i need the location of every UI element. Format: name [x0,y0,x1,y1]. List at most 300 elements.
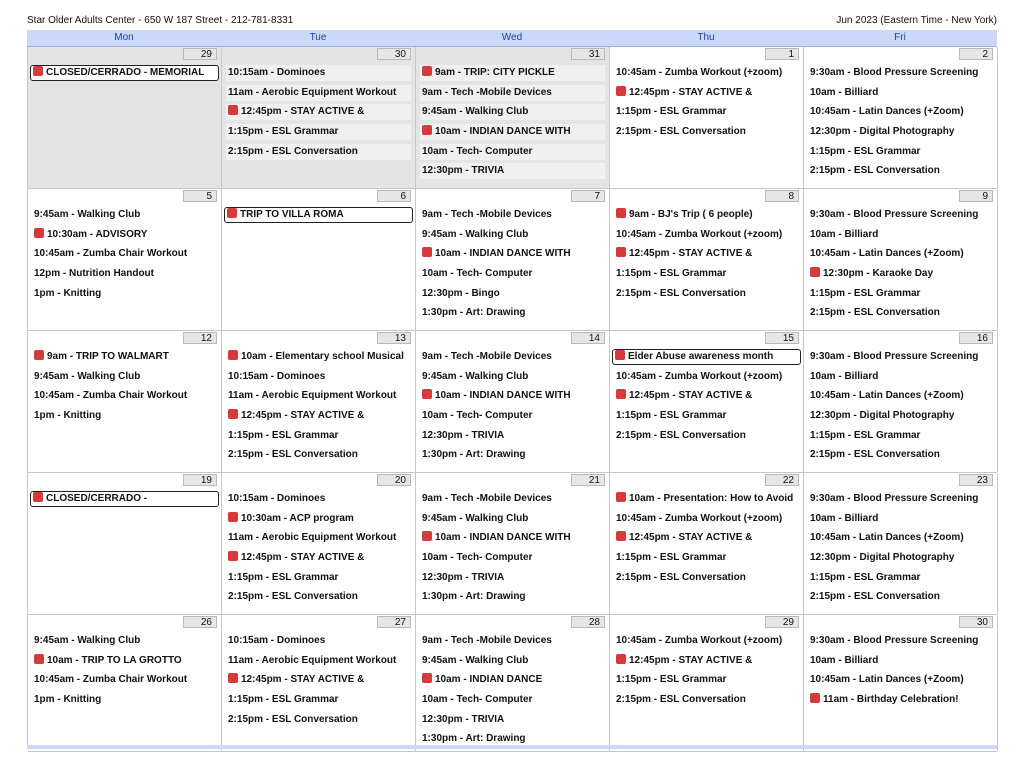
event-marker-icon [616,247,626,257]
calendar-event[interactable] [616,388,801,404]
calendar-event[interactable] [228,570,413,586]
calendar-event[interactable] [810,447,995,463]
event-label: 10am - Billiard [810,228,879,240]
event-label: 1:30pm - Art: Drawing [422,591,526,603]
event-marker-icon [422,125,432,135]
calendar-event[interactable] [616,428,801,444]
weeks-container [27,47,997,747]
week-row [28,189,997,331]
day-cell[interactable] [610,331,804,472]
calendar-event[interactable] [616,246,801,262]
event-label: 9am - Tech -Mobile Devices [422,493,552,504]
day-cell[interactable] [222,473,416,614]
calendar-grid [27,30,997,750]
event-label: 10am - Billiard [810,370,879,382]
event-label: 9:45am - Walking Club [422,512,529,524]
calendar-event[interactable] [422,227,607,243]
calendar-event[interactable] [422,570,607,586]
day-cell[interactable] [416,473,610,614]
event-label: 10:45am - Zumba Workout (+zoom) [616,635,783,646]
calendar-event[interactable] [616,124,801,140]
date-bar [222,615,415,628]
event-label: 1:15pm - ESL Grammar [228,429,339,441]
event-list [610,344,803,444]
calendar-event[interactable] [34,388,219,404]
calendar-event[interactable] [34,672,219,688]
date-number: 27 [377,616,411,628]
day-cell[interactable] [610,615,804,751]
date-bar [804,473,997,486]
event-marker-icon [616,389,626,399]
calendar-event[interactable] [224,207,413,223]
day-cell[interactable] [804,473,998,614]
event-label: 1:15pm - ESL Grammar [810,571,921,583]
calendar-event[interactable] [228,491,413,507]
calendar-event[interactable] [810,85,995,101]
calendar-event[interactable] [228,589,413,605]
calendar-event[interactable] [420,85,605,101]
day-cell[interactable] [28,473,222,614]
event-label: 10am - TRIP TO LA GROTTO [47,654,182,666]
event-label: 2:15pm - ESL Conversation [616,287,746,299]
calendar-event[interactable] [422,672,607,688]
calendar-event[interactable] [810,246,995,262]
event-label: 1:15pm - ESL Grammar [616,552,727,564]
event-marker-icon [34,350,44,360]
day-cell[interactable] [804,331,998,472]
date-number: 15 [765,332,799,344]
day-cell[interactable] [610,189,804,330]
date-bar [28,47,221,60]
calendar-event[interactable] [228,447,413,463]
calendar-event[interactable] [226,144,411,160]
date-bar [416,189,609,202]
day-cell[interactable] [804,47,998,188]
calendar-event[interactable] [810,305,995,321]
date-number: 6 [377,190,411,202]
event-marker-icon [616,86,626,96]
weekday-thu: Thu [697,32,715,43]
calendar-event[interactable] [422,349,607,365]
event-label: 12:45pm - STAY ACTIVE & [629,248,753,260]
calendar-event[interactable] [810,511,995,527]
date-number: 29 [765,616,799,628]
calendar-event[interactable] [616,65,801,81]
event-label: 10am - Billiard [810,86,879,98]
calendar-event[interactable] [422,447,607,463]
event-list [222,202,415,223]
event-marker-icon [422,66,432,76]
event-list [610,486,803,586]
date-bar [28,331,221,344]
calendar-event[interactable] [34,692,219,708]
calendar-event[interactable] [226,65,411,81]
calendar-event[interactable] [34,633,219,649]
event-label: 9am - Tech -Mobile Devices [422,635,552,646]
date-number: 29 [183,48,217,60]
event-marker-icon [228,673,238,683]
event-label: 11am - Aerobic Equipment Workout [228,390,397,402]
calendar-event[interactable] [810,672,995,688]
weekday-mon: Mon [114,32,134,43]
calendar-event[interactable] [616,550,801,566]
calendar-event[interactable] [420,144,605,160]
weekday-fri: Fri [894,32,906,43]
event-list [804,202,997,321]
event-label: 2:15pm - ESL Conversation [810,307,940,319]
weekday-tue: Tue [309,32,327,43]
date-bar [28,473,221,486]
date-bar [804,331,997,344]
event-label: 2:15pm - ESL Conversation [616,694,746,706]
week-row [28,331,997,473]
event-list [222,344,415,463]
event-label: 10:45am - Latin Dances (+Zoom) [810,532,964,544]
day-cell[interactable] [416,189,610,330]
calendar-event[interactable] [810,144,995,160]
day-cell[interactable] [222,615,416,751]
calendar-event[interactable] [422,305,607,321]
calendar-event[interactable] [810,207,995,223]
event-label: 9am - TRIP TO WALMART [47,351,169,362]
calendar-event[interactable] [616,104,801,120]
event-marker-icon [228,105,238,115]
date-number: 21 [571,474,605,486]
event-list [28,60,221,81]
calendar-event[interactable] [810,104,995,120]
event-label: 10:45am - Zumba Workout (+zoom) [616,228,783,240]
calendar-event[interactable] [810,530,995,546]
calendar-event[interactable] [420,163,605,179]
day-cell[interactable] [28,189,222,330]
event-list [804,628,997,708]
day-cell[interactable] [222,189,416,330]
calendar-event[interactable] [34,653,219,669]
calendar-event[interactable] [810,589,995,605]
event-label: 9:30am - Blood Pressure Screening [810,67,979,78]
calendar-event[interactable] [810,388,995,404]
event-marker-icon [810,267,820,277]
calendar-event[interactable] [422,286,607,302]
event-label: 12:45pm - STAY ACTIVE & [629,390,753,402]
event-label: 2:15pm - ESL Conversation [810,591,940,603]
calendar-event[interactable] [810,633,995,649]
event-label: 9:30am - Blood Pressure Screening [810,635,979,646]
event-label: 1pm - Knitting [34,694,102,706]
event-label: 12:30pm - Bingo [422,287,500,299]
event-marker-icon [616,208,626,218]
event-label: 2:15pm - ESL Conversation [810,165,940,177]
date-number: 14 [571,332,605,344]
day-cell[interactable] [804,189,998,330]
event-label: 1:30pm - Art: Drawing [422,307,526,319]
event-label: 1:15pm - ESL Grammar [810,429,921,441]
weekday-header [27,30,997,47]
event-list [222,486,415,605]
calendar-event[interactable] [420,104,605,120]
event-label: 10am - Tech- Computer [422,145,533,157]
date-number: 19 [183,474,217,486]
event-label: 1:15pm - ESL Grammar [228,694,339,706]
calendar-event[interactable] [228,653,413,669]
event-marker-icon [228,551,238,561]
calendar-event[interactable] [810,266,995,282]
date-bar [610,47,803,60]
date-bar [416,473,609,486]
date-bar [222,473,415,486]
date-number: 1 [765,48,799,60]
calendar-event[interactable] [810,124,995,140]
event-label: 10:45am - Latin Dances (+Zoom) [810,390,964,402]
calendar-event[interactable] [810,491,995,507]
calendar-event[interactable] [616,633,801,649]
calendar-event[interactable] [228,408,413,424]
event-label: 9:45am - Walking Club [422,106,529,118]
event-label: 1:15pm - ESL Grammar [228,126,339,138]
event-label: 2:15pm - ESL Conversation [228,713,358,725]
date-bar [610,615,803,628]
calendar-event[interactable] [228,428,413,444]
event-label: 9:45am - Walking Club [34,635,141,646]
event-list [416,202,609,321]
event-label: 9:45am - Walking Club [34,209,141,220]
day-cell[interactable] [222,331,416,472]
event-label: 12:30pm - TRIVIA [422,713,505,725]
calendar-event[interactable] [228,369,413,385]
calendar-event[interactable] [228,672,413,688]
event-marker-icon [228,350,238,360]
event-label: 12:30pm - TRIVIA [422,429,505,441]
date-bar [610,331,803,344]
event-marker-icon [228,512,238,522]
calendar-event[interactable] [810,286,995,302]
calendar-event[interactable] [810,653,995,669]
calendar-event[interactable] [616,207,801,223]
event-label: Elder Abuse awareness month [628,351,774,362]
event-label: 1:30pm - Art: Drawing [422,733,526,745]
date-number: 8 [765,190,799,202]
day-cell[interactable] [28,47,222,188]
event-label: 10am - INDIAN DANCE WITH [435,390,571,402]
date-bar [804,615,997,628]
calendar-event[interactable] [422,369,607,385]
event-label: 9:45am - Walking Club [34,370,141,382]
calendar-event[interactable] [422,633,607,649]
day-cell[interactable] [416,615,610,751]
calendar-event[interactable] [34,266,219,282]
date-number: 20 [377,474,411,486]
calendar-event[interactable] [226,85,411,101]
day-cell[interactable] [222,47,416,188]
date-bar [28,615,221,628]
calendar-event[interactable] [422,388,607,404]
event-label: 12:30pm - Karaoke Day [823,268,934,280]
event-marker-icon [616,654,626,664]
event-label: 9:45am - Walking Club [422,370,529,382]
event-label: 10:45am - Latin Dances (+Zoom) [810,674,964,686]
calendar-event[interactable] [228,530,413,546]
date-number: 30 [959,616,993,628]
date-number: 12 [183,332,217,344]
calendar-event[interactable] [422,491,607,507]
calendar-event[interactable] [616,408,801,424]
event-label: 10:45am - Zumba Chair Workout [34,390,188,402]
calendar-event[interactable] [228,633,413,649]
event-label: 10:30am - ACP program [241,512,354,524]
calendar-event[interactable] [422,692,607,708]
event-label: 12:30pm - TRIVIA [422,571,505,583]
event-label: 9am - Tech -Mobile Devices [422,86,552,98]
calendar-event[interactable] [226,104,411,120]
calendar-event[interactable] [228,511,413,527]
calendar-event[interactable] [228,388,413,404]
event-label: 12:30pm - Digital Photography [810,126,955,138]
event-label: 2:15pm - ESL Conversation [616,126,746,138]
calendar-event[interactable] [30,65,219,81]
calendar-event[interactable] [30,491,219,507]
event-marker-icon [34,654,44,664]
event-label: 1pm - Knitting [34,410,102,422]
event-list [28,486,221,507]
event-label: 2:15pm - ESL Conversation [616,571,746,583]
event-label: 12:45pm - STAY ACTIVE & [629,86,753,98]
calendar-event[interactable] [616,85,801,101]
event-label: 10am - INDIAN DANCE WITH [435,532,571,544]
calendar-event[interactable] [422,246,607,262]
date-number: 22 [765,474,799,486]
event-label: CLOSED/CERRADO - MEMORIAL [46,67,205,78]
calendar-event[interactable] [616,227,801,243]
event-marker-icon [33,66,43,76]
day-cell[interactable] [28,331,222,472]
calendar-event[interactable] [616,672,801,688]
event-label: 9am - Tech -Mobile Devices [422,209,552,220]
event-marker-icon [422,389,432,399]
calendar-event[interactable] [34,227,219,243]
calendar-event[interactable] [420,124,605,140]
calendar-event[interactable] [226,124,411,140]
event-label: 2:15pm - ESL Conversation [228,449,358,461]
calendar-event[interactable] [34,207,219,223]
event-label: 2:15pm - ESL Conversation [228,591,358,603]
calendar-event[interactable] [810,163,995,179]
date-number: 2 [959,48,993,60]
event-label: 1pm - Knitting [34,287,102,299]
calendar-event[interactable] [422,712,607,728]
calendar-event[interactable] [616,511,801,527]
date-number: 23 [959,474,993,486]
calendar-event[interactable] [810,65,995,81]
calendar-event[interactable] [34,246,219,262]
event-label: 12pm - Nutrition Handout [34,268,154,280]
event-marker-icon [615,350,625,360]
calendar-event[interactable] [616,653,801,669]
event-label: 10:45am - Zumba Workout (+zoom) [616,370,783,382]
print-header [27,15,997,29]
calendar-event[interactable] [810,428,995,444]
calendar-event[interactable] [422,589,607,605]
calendar-event[interactable] [422,511,607,527]
calendar-event[interactable] [422,530,607,546]
calendar-event[interactable] [34,369,219,385]
calendar-event[interactable] [422,550,607,566]
calendar-event[interactable] [616,369,801,385]
event-label: 2:15pm - ESL Conversation [616,429,746,441]
calendar-event[interactable] [810,550,995,566]
calendar-event[interactable] [616,692,801,708]
event-label: 12:45pm - STAY ACTIVE & [241,410,365,422]
event-label: 10am - Tech- Computer [422,552,533,564]
calendar-event[interactable] [34,286,219,302]
calendar-event[interactable] [228,550,413,566]
calendar-event[interactable] [422,207,607,223]
event-label: 12:45pm - STAY ACTIVE & [629,654,753,666]
event-marker-icon [422,247,432,257]
event-label: 10am - INDIAN DANCE WITH [435,126,571,138]
calendar-event[interactable] [422,653,607,669]
calendar-event[interactable] [616,570,801,586]
event-list [28,344,221,424]
day-cell[interactable] [804,615,998,751]
event-label: 9am - Tech -Mobile Devices [422,351,552,362]
calendar-event[interactable] [616,530,801,546]
calendar-event[interactable] [228,712,413,728]
calendar-event[interactable] [616,266,801,282]
calendar-event[interactable] [810,369,995,385]
event-label: 10am - INDIAN DANCE WITH [435,248,571,260]
event-label: 10:45am - Latin Dances (+Zoom) [810,106,964,118]
event-label: 12:45pm - STAY ACTIVE & [241,552,365,564]
event-marker-icon [616,492,626,502]
calendar-event[interactable] [810,227,995,243]
event-label: 1:30pm - Art: Drawing [422,449,526,461]
day-cell[interactable] [416,331,610,472]
date-number: 31 [571,48,605,60]
calendar-event[interactable] [616,286,801,302]
day-cell[interactable] [416,47,610,188]
calendar-event[interactable] [612,349,801,365]
date-bar [610,189,803,202]
calendar-event[interactable] [422,266,607,282]
calendar-event[interactable] [420,65,605,81]
calendar-event[interactable] [422,408,607,424]
calendar-event[interactable] [810,349,995,365]
day-cell[interactable] [28,615,222,751]
calendar-event[interactable] [34,349,219,365]
event-label: 9am - TRIP: CITY PICKLE [435,67,555,78]
event-list [28,202,221,302]
event-list [222,60,415,160]
event-marker-icon [616,531,626,541]
event-label: 10:45am - Zumba Chair Workout [34,674,188,686]
calendar-event[interactable] [34,408,219,424]
event-label: 12:45pm - STAY ACTIVE & [241,106,365,118]
calendar-event[interactable] [810,570,995,586]
day-cell[interactable] [610,47,804,188]
date-number: 9 [959,190,993,202]
event-label: 2:15pm - ESL Conversation [228,145,358,157]
calendar-event[interactable] [422,428,607,444]
calendar-event[interactable] [810,692,995,708]
calendar-event[interactable] [810,408,995,424]
calendar-event[interactable] [228,692,413,708]
event-label: 10:30am - ADVISORY [47,228,148,240]
day-cell[interactable] [610,473,804,614]
calendar-event[interactable] [616,491,801,507]
event-label: 10am - Billiard [810,512,879,524]
week-row [28,473,997,615]
calendar-event[interactable] [228,349,413,365]
